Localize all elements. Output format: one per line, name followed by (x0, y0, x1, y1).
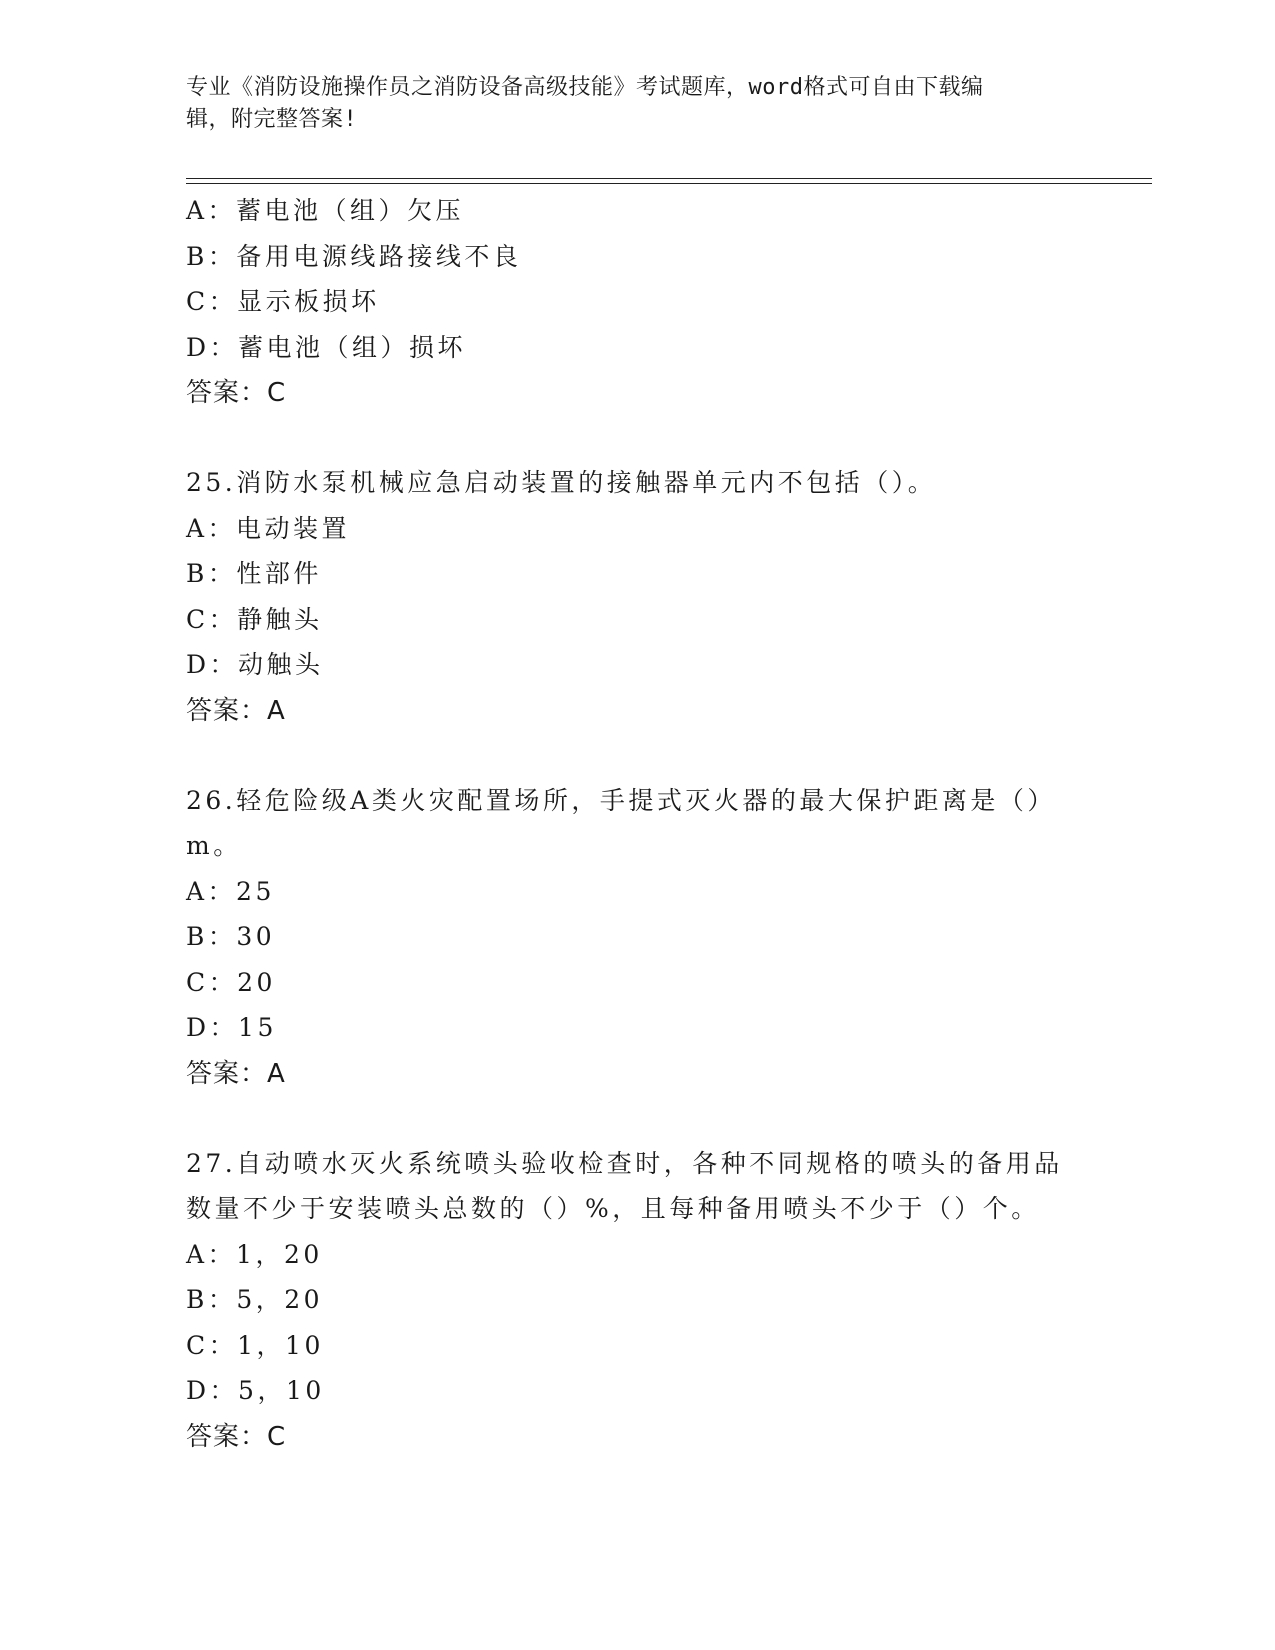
option-d: D：蓄电池（组）损坏 (186, 332, 467, 362)
answer-line: 答案：C (186, 378, 287, 408)
answer-line: 答案：C (186, 1421, 287, 1452)
option-c: C：20 (186, 967, 276, 997)
question-26 (186, 778, 1086, 1097)
header-divider-top (186, 178, 1152, 179)
option-c: C：显示板损坏 (186, 287, 380, 316)
option-b: B：性部件 (186, 559, 322, 588)
question-stem: 25.消防水泵机械应急启动装置的接触器单元内不包括（）。 (186, 468, 937, 497)
option-c: C：静触头 (186, 604, 323, 634)
question-24-tail (186, 188, 1086, 416)
header-line-1: 专业《消防设施操作员之消防设备高级技能》考试题库，word格式可自由下载编 (186, 75, 984, 100)
question-stem-line-1: 26.轻危险级A类火灾配置场所，手提式灭火器的最大保护距离是（） (186, 785, 1056, 815)
option-a: A：电动装置 (186, 513, 351, 543)
question-27 (186, 1141, 1086, 1460)
option-a: A：1，20 (186, 1239, 323, 1269)
question-stem-line-1: 27.自动喷水灭火系统喷头验收检查时，各种不同规格的喷头的备用品 (186, 1148, 1063, 1178)
option-a: A：蓄电池（组）欠压 (186, 196, 465, 225)
question-stem-line-2: m。 (186, 831, 242, 860)
document-header (186, 72, 1066, 136)
option-d: D：5，10 (186, 1376, 325, 1405)
question-stem-line-2: 数量不少于安装喷头总数的（）%，且每种备用喷头不少于（）个。 (186, 1194, 1040, 1223)
option-b: B：备用电源线路接线不良 (186, 241, 522, 271)
option-b: B：5，20 (186, 1285, 324, 1314)
option-b: B：30 (186, 922, 276, 951)
answer-line: 答案：A (186, 1058, 286, 1089)
option-a: A：25 (186, 876, 275, 906)
option-c: C：1，10 (186, 1330, 324, 1360)
header-divider-bottom (186, 183, 1152, 184)
answer-line: 答案：A (186, 695, 286, 726)
option-d: D：动触头 (186, 650, 324, 679)
header-line-2: 辑，附完整答案! (186, 107, 358, 132)
question-25 (186, 460, 1086, 734)
option-d: D：15 (186, 1013, 277, 1042)
question-list (186, 188, 1086, 1460)
